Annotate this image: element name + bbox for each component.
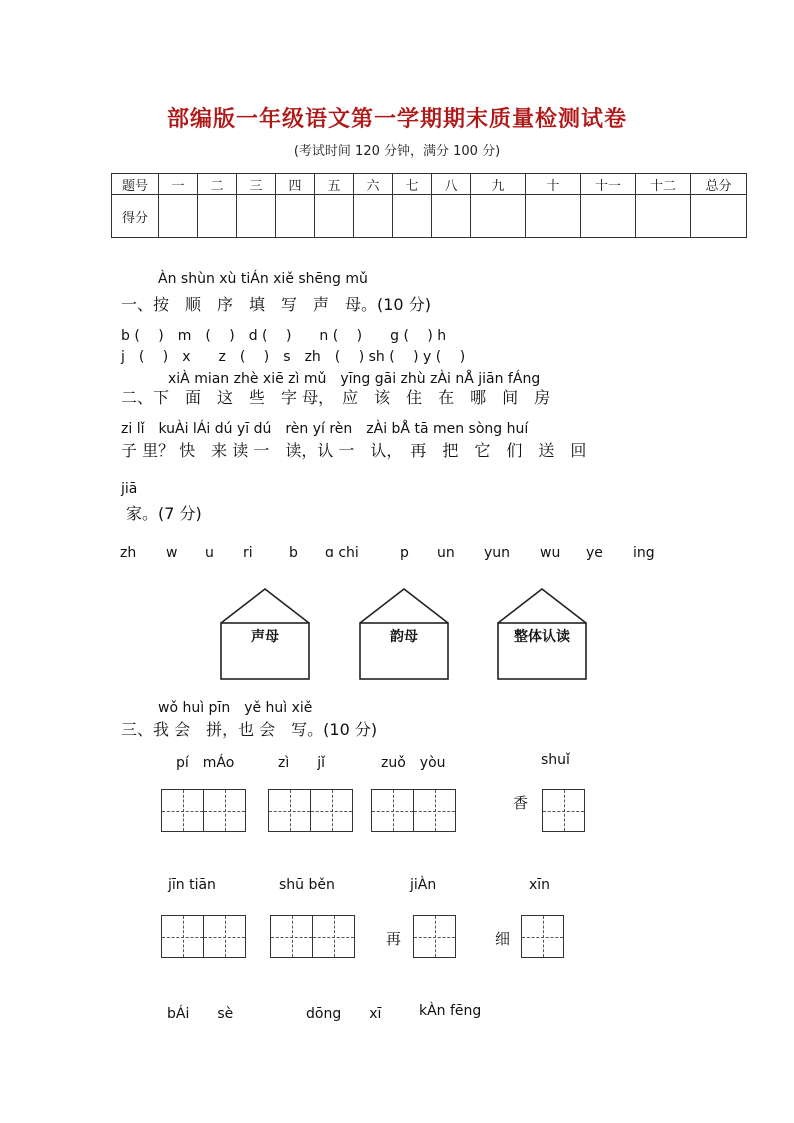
writing-grid[interactable] (521, 915, 564, 958)
score-cell[interactable] (276, 195, 315, 238)
letter-item[interactable]: ri (243, 545, 253, 561)
q3-pinyin-item: zì jǐ (278, 755, 326, 771)
writing-grid[interactable] (413, 915, 456, 958)
house-label: 韵母 (390, 629, 418, 645)
q2-pinyin-3: jiā (121, 481, 138, 497)
score-col: 八 (432, 174, 471, 195)
q1-heading: 一、按 顺 序 填 写 声 母。(10 分) (121, 295, 431, 314)
letter-item[interactable]: u (205, 545, 214, 561)
q2-line-3: 家。(7 分) (126, 504, 202, 523)
q3-pinyin-item: xīn (529, 877, 551, 893)
score-cell[interactable] (581, 195, 636, 238)
q3-pinyin-item: jiÀn (410, 877, 437, 893)
house-zhengti[interactable] (497, 588, 587, 680)
q3-pinyin-item: bÁi sè (167, 1006, 234, 1022)
score-col: 七 (393, 174, 432, 195)
q2-line-2: 子 里？ 快 来 读 一 读，认 一 认， 再 把 它 们 送 回 (121, 441, 587, 460)
writing-grid[interactable] (161, 789, 246, 832)
house-label: 声母 (251, 629, 279, 645)
q3-pinyin-item: shuǐ (541, 752, 570, 768)
house-yunmu[interactable] (359, 588, 449, 680)
letter-item[interactable]: ye (586, 545, 603, 561)
letter-item[interactable]: yun (484, 545, 511, 561)
score-col: 一 (159, 174, 198, 195)
score-table-label: 题号 (112, 174, 159, 195)
score-cell[interactable] (354, 195, 393, 238)
letter-item[interactable]: p (400, 545, 409, 561)
q1-row2[interactable]: j ( ) x z ( ) s zh ( ) sh ( ) y ( ) (121, 349, 466, 365)
q3-pinyin-item: pí mÁo (176, 755, 235, 771)
q1-row1[interactable]: b ( ) m ( ) d ( ) n ( ) g ( ) h (121, 328, 447, 344)
q3-pinyin: wǒ huì pīn yě huì xiě (158, 700, 313, 716)
q3-pinyin-item: zuǒ yòu (381, 755, 446, 771)
letter-item[interactable]: b (289, 545, 298, 561)
house-label: 整体认读 (514, 629, 570, 645)
score-col: 六 (354, 174, 393, 195)
score-cell[interactable] (159, 195, 198, 238)
letter-item[interactable]: ɑ chi (325, 545, 359, 561)
score-col-total: 总分 (691, 174, 747, 195)
score-cell[interactable] (315, 195, 354, 238)
score-cell[interactable] (237, 195, 276, 238)
score-col: 九 (471, 174, 526, 195)
writing-grid[interactable] (542, 789, 585, 832)
score-table-label: 得分 (112, 195, 159, 238)
score-col: 五 (315, 174, 354, 195)
q3-pinyin-item: kÀn fēng (419, 1003, 482, 1019)
letter-item[interactable]: w (166, 545, 178, 561)
score-col: 三 (237, 174, 276, 195)
letter-item[interactable]: wu (540, 545, 561, 561)
score-col: 十二 (636, 174, 691, 195)
score-cell[interactable] (393, 195, 432, 238)
score-cell[interactable] (636, 195, 691, 238)
score-cell[interactable] (691, 195, 747, 238)
score-table (111, 173, 747, 238)
letter-item[interactable]: zh (120, 545, 137, 561)
letter-item[interactable]: un (437, 545, 455, 561)
score-col: 十 (526, 174, 581, 195)
q3-pinyin-item: dōng xī (306, 1006, 382, 1022)
score-cell[interactable] (198, 195, 237, 238)
q3-pinyin-item: jīn tiān (168, 877, 216, 893)
q2-line-1: 二、下 面 这 些 字 母， 应 该 住 在 哪 间 房 (121, 388, 551, 407)
exam-info: (考试时间 120 分钟，满分 100 分) (293, 144, 501, 159)
score-cell[interactable] (471, 195, 526, 238)
score-cell[interactable] (526, 195, 581, 238)
house-shengmu[interactable] (220, 588, 310, 680)
score-col: 十一 (581, 174, 636, 195)
q2-pinyin-2: zi lǐ kuÀi lÁi dú yī dú rèn yí rèn zÀi bÅ tā men sòng huí (121, 421, 529, 437)
writing-grid[interactable] (161, 915, 246, 958)
score-col: 四 (276, 174, 315, 195)
page-title: 部编版一年级语文第一学期期末质量检测试卷 (166, 106, 627, 132)
q2-pinyin-1: xiÀ mian zhè xiē zì mǔ yīng gāi zhù zÀi nÅ jiān fÁng (168, 371, 541, 387)
q3-heading: 三、我 会 拼，也 会 写。(10 分) (121, 720, 378, 739)
given-char: 细 (495, 930, 511, 948)
writing-grid[interactable] (268, 789, 353, 832)
given-char: 香 (513, 794, 529, 812)
writing-grid[interactable] (270, 915, 355, 958)
writing-grid[interactable] (371, 789, 456, 832)
given-char: 再 (386, 930, 402, 948)
letter-item[interactable]: ing (633, 545, 655, 561)
score-col: 二 (198, 174, 237, 195)
q1-pinyin: Àn shùn xù tiÁn xiě shēng mǔ (158, 271, 368, 287)
q3-pinyin-item: shū běn (279, 877, 335, 893)
score-cell[interactable] (432, 195, 471, 238)
